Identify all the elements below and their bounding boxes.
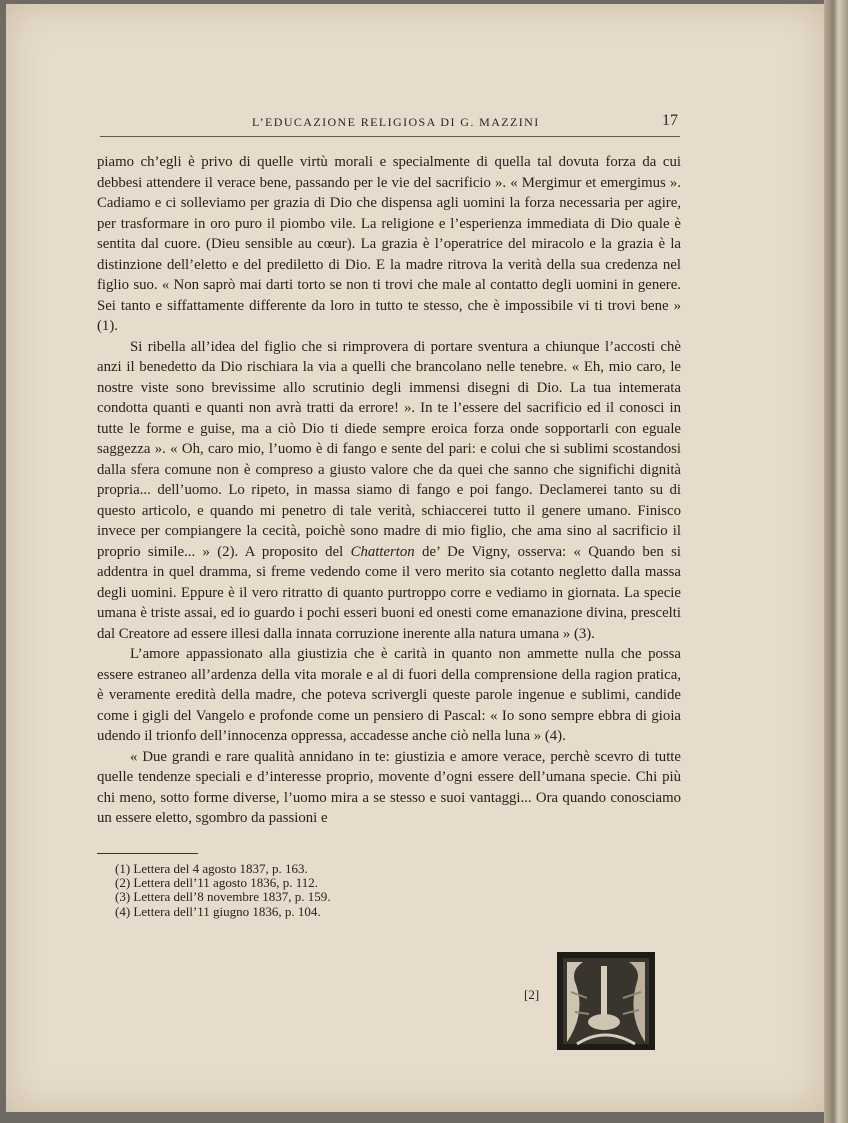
footnote-3: (3) Lettera dell’8 novembre 1837, p. 159. [115,889,331,905]
header-rule [100,136,680,137]
paragraph-3: L’amore appassionato alla giustizia che è carità in quanto non ammette nulla che possa essere estraneo all’ardenza della vita morale e al di fuori della comprensione della ragion pratica, è veramente eredità della madre, che poteva scrivergli queste parole ingenue e sublimi, candide come i gigli del Vangelo e profonde come un pensiero di Pascal: « Io sono sempre ebbra di gioia udendo il trionfo dell’innocenza oppressa, accadesse anche ciò nella luna » (4). [97,646,681,744]
woodcut-vignette [557,952,655,1050]
paragraph-2-continuation: de’ De Vigny, osserva: « Quando ben si addentra in quel dramma, si freme vedendo come il vero merito sia cotanto negletto dalla massa degli uomini. Eppure è il vero ritratto di quanto purtroppo corre e vediamo in giornata. La specie umana è triste assai, ed io guardo i pochi esseri buoni ed onesti come emanazione divina, prescelti dal Creatore ad essere illesi dalla innata corruzione inerente alla natura umana » (3). [97,543,681,642]
footnotes [115,862,515,919]
running-head: L’EDUCAZIONE RELIGIOSA DI G. MAZZINI [252,115,540,129]
footnote-2: (2) Lettera dell’11 agosto 1836, p. 112. [115,875,319,891]
body-text [97,152,681,829]
page-header [100,112,680,136]
footnote-rule [97,853,198,854]
paragraph-1: piamo ch’egli è privo di quelle virtù morali e specialmente di quella tal dovuta forza da cui debbesi attendere il verace bene, passando per le vie del sacrificio ». « Mergimur et emergimus ». Cadiamo e ci solleviamo per grazia di Dio che dispensa agli uomini la forza necessaria per agire, per trasformare in oro puro il piombo vile. La religione e l’esperienza immediata di Dio quale è sentita dal cuore. (Dieu sensible au cœur). La grazia è l’operatrice del miracolo e la grazia è la distinzione dell’eletto e del prediletto di Dio. E la madre ritrova la verità della sua credenza nel figlio suo. « Non saprò mai darti torto se non ti trovi che male al contatto degli uomini in genere. Sei tanto e siffattamente differente da loro in tutto te stesso, che è impossibile vi ti trovi bene » (1). [97,154,681,334]
footnote-4: (4) Lettera dell’11 giugno 1836, p. 104. [115,903,321,919]
chatterton-title: Chatterton [350,543,415,560]
signature-mark: [2] [524,987,540,1002]
footnote-1: (1) Lettera del 4 agosto 1837, p. 163. [115,861,308,876]
paragraph-4: « Due grandi e rare qualità annidano in te: giustizia e amore verace, perchè scevro di tutte quelle tendenze speciali e d’interesse proprio, movente d’ogni essere dell’umana specie. Chi più chi meno, sotto forme diverse, l’uomo mira a se stesso e suoi vantaggi... Ora quando conosciamo un essere eletto, sgombro da passioni e [97,748,681,826]
paragraph-2 [97,337,681,645]
paragraph-2-text: Si ribella all’idea del figlio che si rimprovera di portare sventura a chiunque l’accosti chè anzi il benedetto da Dio rischiara la via a quelli che brancolano nelle tenebre. « Eh, mio caro, le nostre viste sono brevissime allo scrutinio degli immensi disegni di Dio. La tua intemerata condotta quanti e quanti non avrà tratti da errore! ». In te l’essere del sacrificio ed il conosci in tutte le forme e guise, ma a ciò Dio ti diede sempre eroica forza onde sopportarli con eguale saggezza ». « Oh, caro mio, l’uomo è di fango e sente del pari: e colui che si sublimi scostandosi dalla sfera comune non è compreso a giusto valore che da quei che sanno che significhi dignità propria... dell’uomo. Lo ripeto, in massa siamo di fango e poi fango. Declamerei tanto su di questo articolo, e quando mi penetro di tale verità, schiaccerei tutto il genere umano. Finisco invece per compiangere la cecità, poichè sono madre di mio figlio, che ama sino al sacrificio il proprio simile... » (2). A proposito del [97,338,681,560]
page-number: 17 [662,112,678,129]
page-edge-shadow [824,0,848,1123]
